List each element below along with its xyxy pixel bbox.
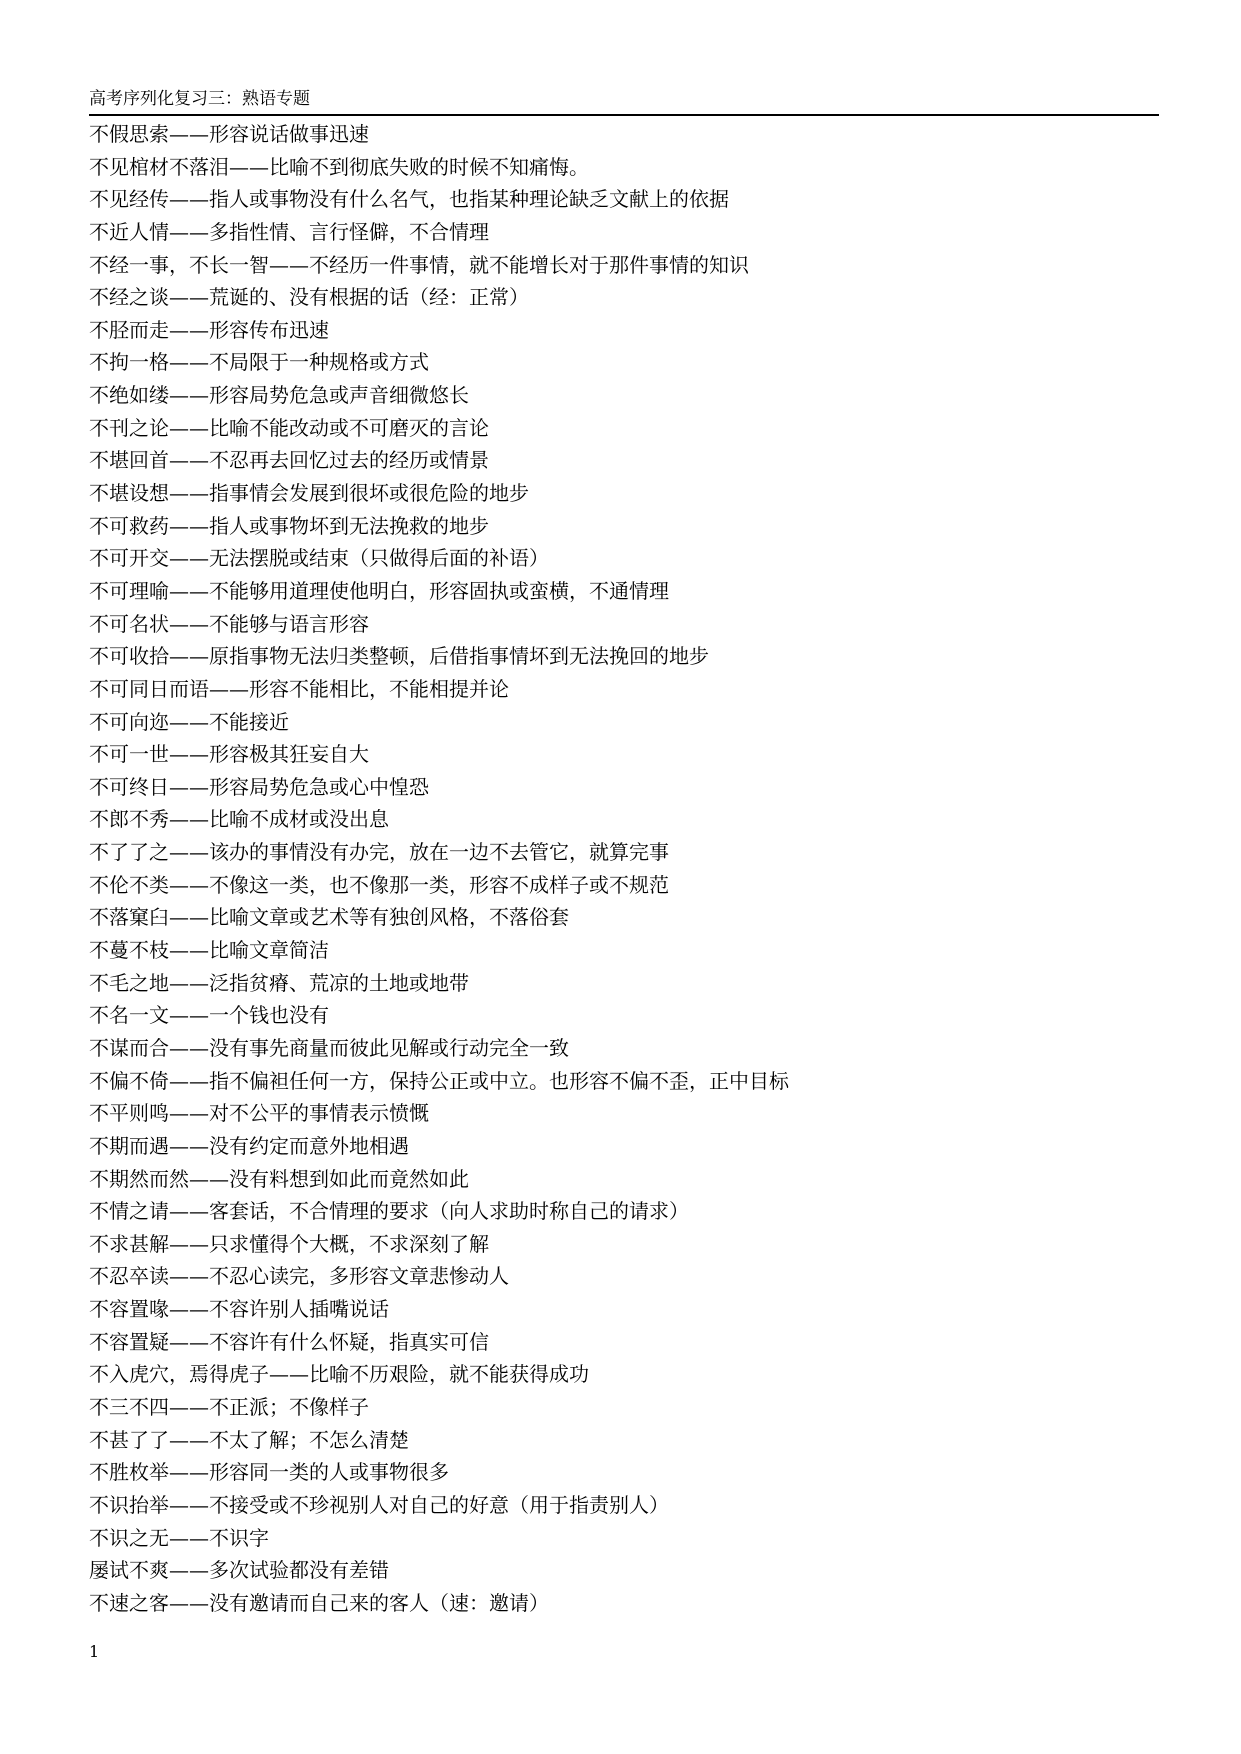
idiom-entry: 不刊之论——比喻不能改动或不可磨灭的言论 [89,415,489,440]
idiom-entry: 不可终日——形容局势危急或心中惶恐 [89,774,429,799]
idiom-list [89,118,1169,1619]
idiom-entry: 不了了之——该办的事情没有办完，放在一边不去管它，就算完事 [89,840,669,865]
idiom-entry: 不胜枚举——形容同一类的人或事物很多 [89,1460,449,1485]
idiom-entry: 不郎不秀——比喻不成材或没出息 [89,807,389,832]
idiom-entry: 不容置喙——不容许别人插嘴说话 [89,1297,389,1322]
idiom-entry: 不伦不类——不像这一类，也不像那一类，形容不成样子或不规范 [89,872,669,897]
idiom-entry: 不谋而合——没有事先商量而彼此见解或行动完全一致 [89,1035,569,1060]
idiom-entry: 不识抬举——不接受或不珍视别人对自己的好意（用于指责别人） [89,1492,669,1517]
document-title: 高考序列化复习三：熟语专题 [89,89,310,109]
idiom-entry: 不可一世——形容极其狂妄自大 [89,742,369,767]
idiom-entry: 不入虎穴，焉得虎子——比喻不历艰险，就不能获得成功 [89,1362,589,1387]
idiom-entry: 不偏不倚——指不偏袒任何一方，保持公正或中立。也形容不偏不歪，正中目标 [89,1068,789,1093]
idiom-entry: 不假思索——形容说话做事迅速 [89,122,369,146]
idiom-entry: 不忍卒读——不忍心读完，多形容文章悲惨动人 [89,1264,509,1289]
idiom-entry: 不情之请——客套话，不合情理的要求（向人求助时称自己的请求） [89,1199,689,1224]
idiom-entry: 不识之无——不识字 [89,1525,269,1550]
idiom-entry: 不速之客——没有邀请而自己来的客人（速：邀请） [89,1590,549,1615]
idiom-entry: 不三不四——不正派；不像样子 [89,1394,369,1419]
page-header [89,86,1159,116]
idiom-entry: 不堪设想——指事情会发展到很坏或很危险的地步 [89,481,529,506]
idiom-entry: 不可理喻——不能够用道理使他明白，形容固执或蛮横，不通情理 [89,578,669,603]
idiom-entry: 不求甚解——只求懂得个大概，不求深刻了解 [89,1231,489,1256]
idiom-entry: 不毛之地——泛指贫瘠、荒凉的土地或地带 [89,970,469,995]
idiom-entry: 不可向迩——不能接近 [89,709,289,734]
idiom-entry: 不蔓不枝——比喻文章简洁 [89,938,329,963]
idiom-entry: 屡试不爽——多次试验都没有差错 [89,1558,389,1583]
idiom-entry: 不见经传——指人或事物没有什么名气，也指某种理论缺乏文献上的依据 [89,187,729,212]
idiom-entry: 不经之谈——荒诞的、没有根据的话（经：正常） [89,285,529,310]
idiom-entry: 不名一文——一个钱也没有 [89,1003,329,1028]
idiom-entry: 不可同日而语——形容不能相比，不能相提并论 [89,676,509,701]
idiom-entry: 不可救药——指人或事物坏到无法挽救的地步 [89,513,489,538]
idiom-entry: 不期而遇——没有约定而意外地相遇 [89,1133,409,1158]
idiom-entry: 不见棺材不落泪——比喻不到彻底失败的时候不知痛悔。 [89,154,589,179]
idiom-entry: 不可收拾——原指事物无法归类整顿，后借指事情坏到无法挽回的地步 [89,644,709,669]
idiom-entry: 不平则鸣——对不公平的事情表示愤慨 [89,1101,429,1126]
idiom-entry: 不容置疑——不容许有什么怀疑，指真实可信 [89,1329,489,1354]
page-number: 1 [89,1642,100,1661]
idiom-entry: 不拘一格——不局限于一种规格或方式 [89,350,429,375]
idiom-entry: 不落窠臼——比喻文章或艺术等有独创风格，不落俗套 [89,905,569,930]
idiom-entry: 不胫而走——形容传布迅速 [89,317,329,342]
idiom-entry: 不经一事，不长一智——不经历一件事情，就不能增长对于那件事情的知识 [89,252,749,277]
idiom-entry: 不可名状——不能够与语言形容 [89,611,369,636]
idiom-entry: 不绝如缕——形容局势危急或声音细微悠长 [89,383,469,408]
idiom-entry: 不堪回首——不忍再去回忆过去的经历或情景 [89,448,489,473]
idiom-entry: 不甚了了——不太了解；不怎么清楚 [89,1427,409,1452]
idiom-entry: 不可开交——无法摆脱或结束（只做得后面的补语） [89,546,549,571]
idiom-entry: 不期然而然——没有料想到如此而竟然如此 [89,1166,469,1191]
idiom-entry: 不近人情——多指性情、言行怪僻，不合情理 [89,219,489,244]
